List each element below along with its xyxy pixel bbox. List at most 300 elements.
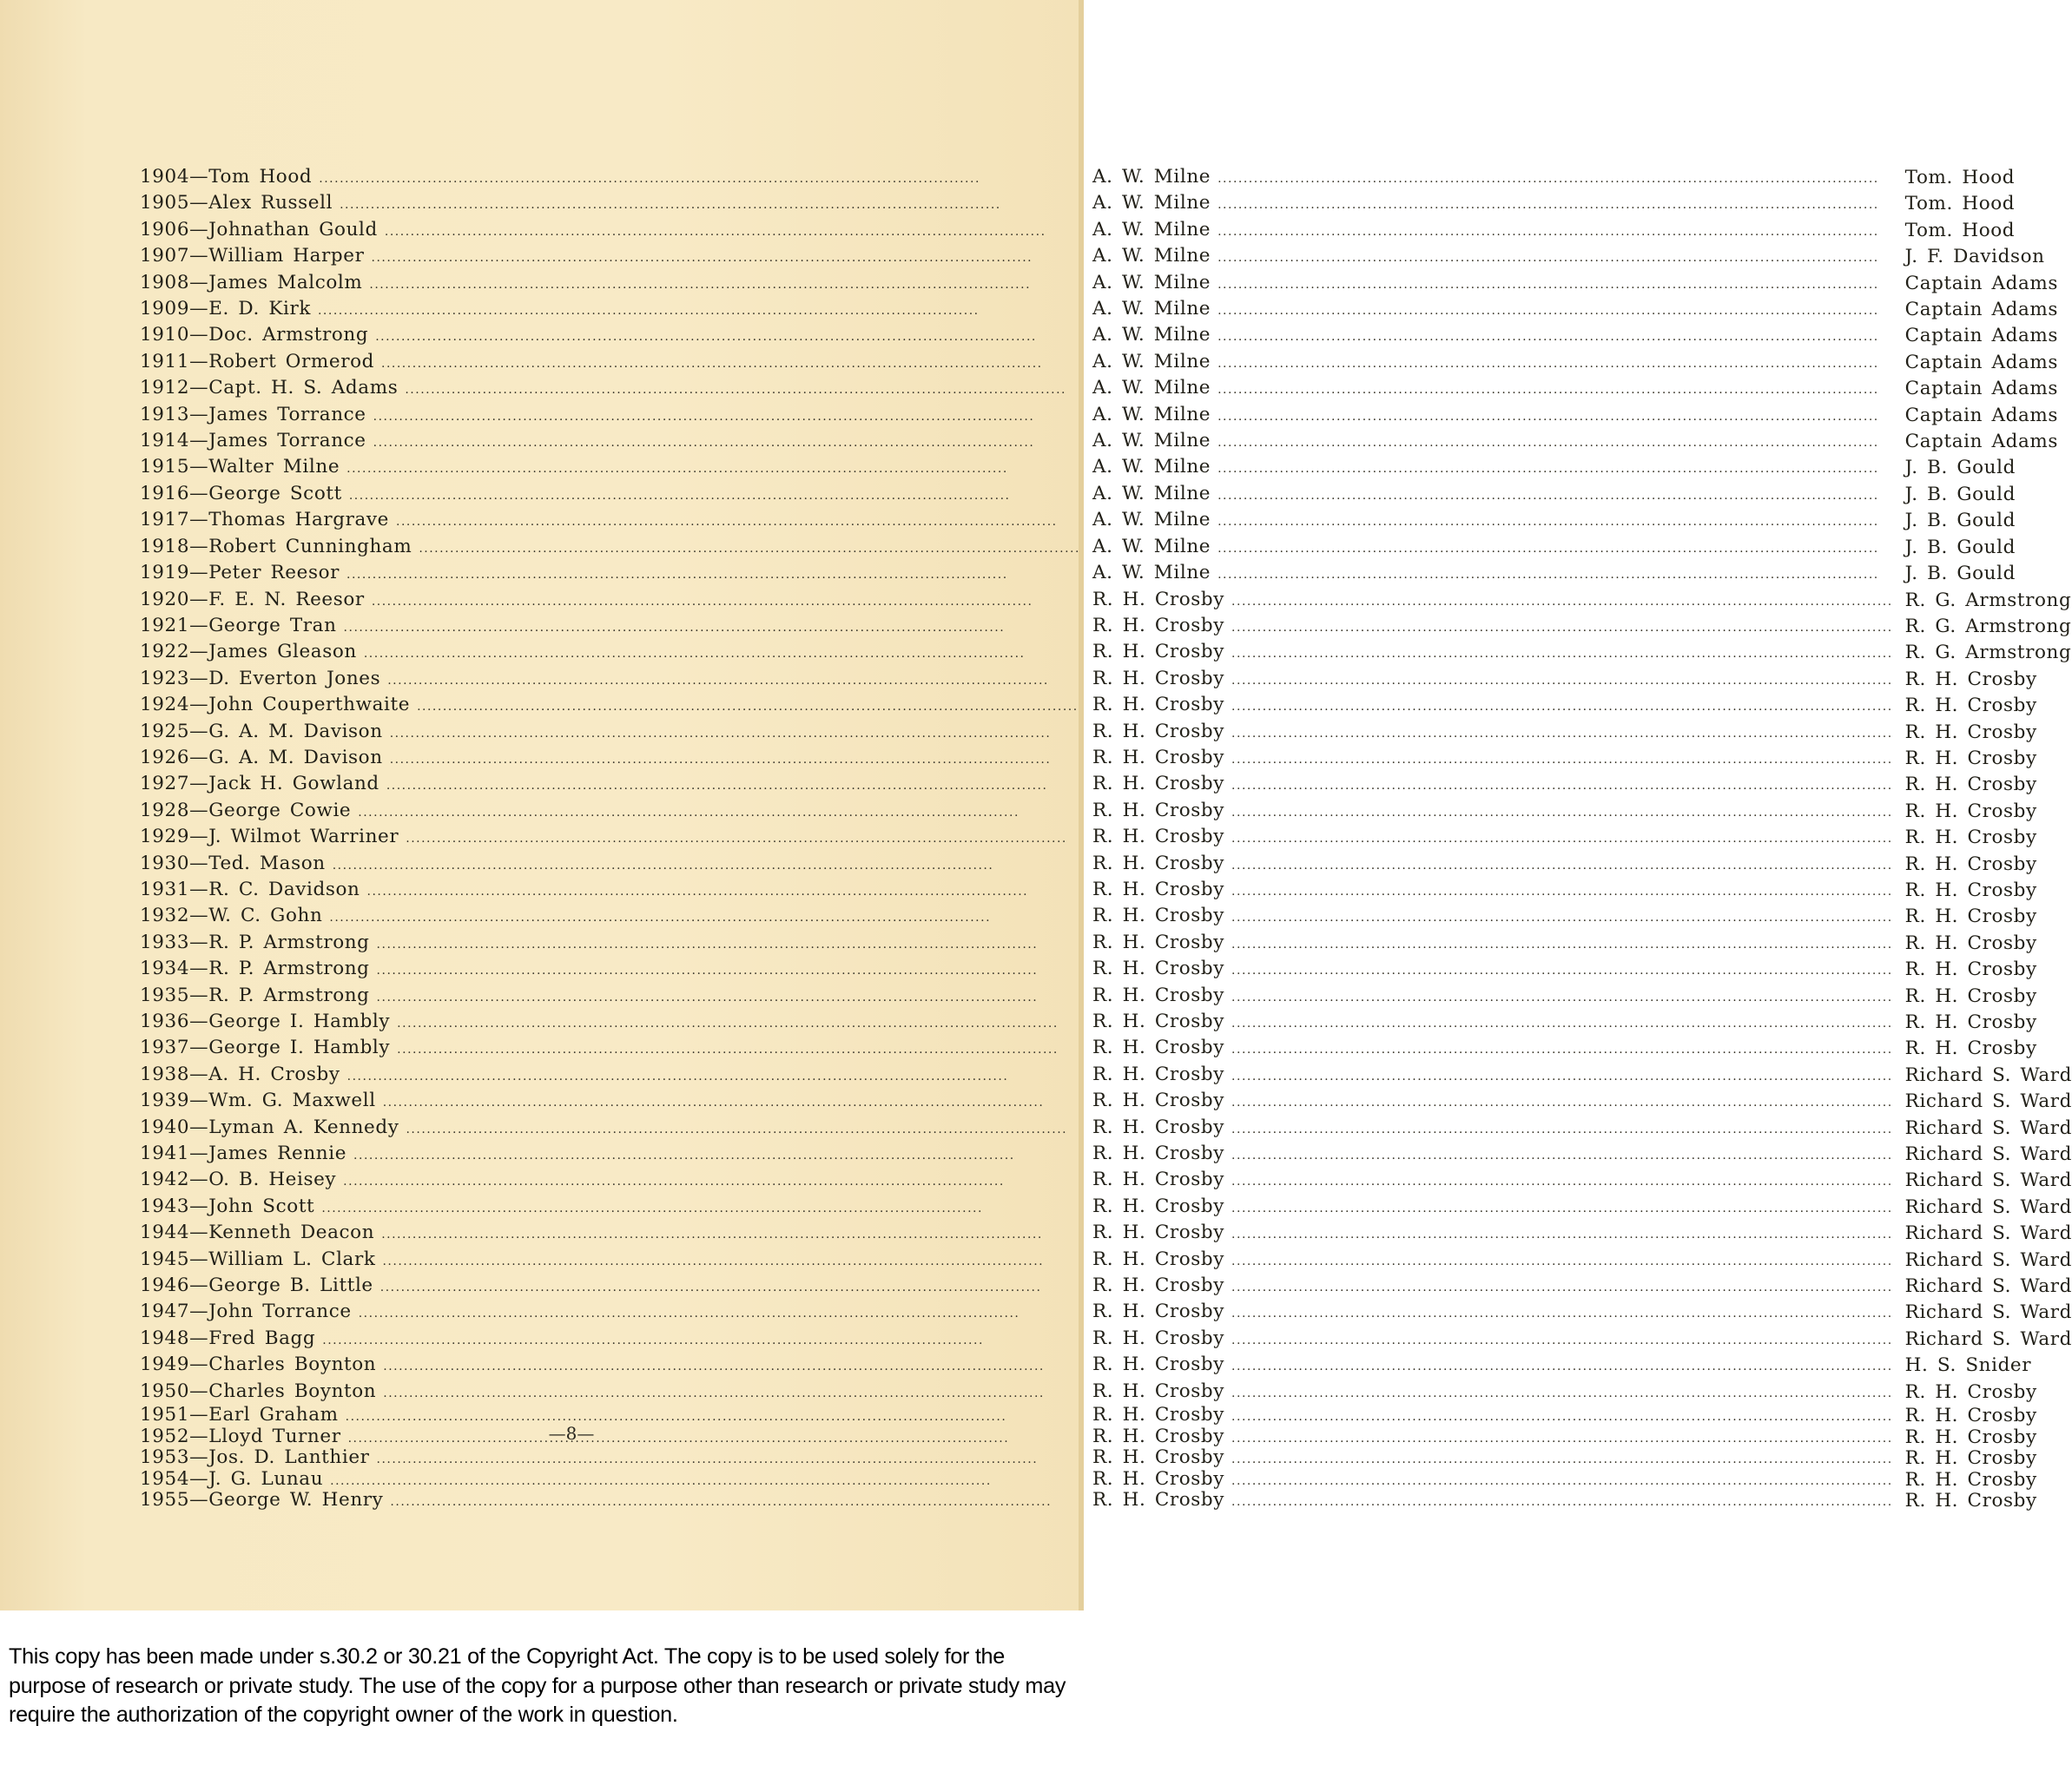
- year-name-text: 1922—James Gleason: [140, 641, 357, 663]
- dot-leader: [1231, 695, 1893, 719]
- second-name-text: A. W. Milne: [1092, 166, 1211, 188]
- leader-wrapper: [140, 772, 1092, 798]
- year-name-cell: [140, 667, 1092, 693]
- third-name-cell: Tom. Hood: [1904, 167, 2016, 188]
- second-name-cell: [1092, 772, 1905, 798]
- year-name-cell: [140, 508, 1092, 534]
- table-row: [140, 244, 2072, 270]
- second-name-text: R. H. Crosby: [1092, 641, 1225, 663]
- leader-wrapper: [1092, 1353, 1905, 1379]
- dot-leader: [373, 405, 1080, 429]
- second-name-text: R. H. Crosby: [1092, 984, 1225, 1006]
- second-name-cell: [1092, 1195, 1905, 1221]
- second-name-text: R. H. Crosby: [1092, 1222, 1225, 1244]
- third-name-cell: R. H. Crosby: [1904, 1490, 2037, 1512]
- leader-wrapper: [140, 667, 1092, 693]
- leader-wrapper: [140, 561, 1092, 587]
- dot-leader: [1217, 484, 1893, 508]
- third-name-cell: R. H. Crosby: [1904, 985, 2037, 1007]
- dot-leader: [1231, 1472, 1893, 1492]
- leader-wrapper: [1092, 1168, 1905, 1194]
- dot-leader: [417, 695, 1080, 719]
- table-row: [140, 799, 2072, 825]
- dot-leader: [358, 800, 1080, 825]
- second-name-cell: [1092, 1327, 1905, 1353]
- dot-leader: [343, 1169, 1080, 1194]
- table-row: [140, 1300, 2072, 1326]
- year-name-cell: [140, 1142, 1092, 1168]
- year-name-text: 1955—George W. Henry: [140, 1489, 384, 1512]
- second-name-cell: [1092, 1116, 1905, 1142]
- third-name-cell: Tom. Hood: [1904, 193, 2016, 215]
- leader-wrapper: [1092, 746, 1905, 772]
- second-name-cell: [1092, 640, 1905, 666]
- leader-wrapper: [140, 191, 1092, 217]
- second-name-cell: [1092, 720, 1905, 746]
- second-name-cell: [1092, 984, 1905, 1010]
- dot-leader: [330, 1472, 1080, 1492]
- second-name-text: R. H. Crosby: [1092, 614, 1225, 636]
- year-name-cell: [140, 376, 1092, 402]
- second-name-cell: [1092, 904, 1905, 930]
- dot-leader: [1231, 774, 1893, 798]
- second-name-text: R. H. Crosby: [1092, 1467, 1225, 1490]
- leader-wrapper: [1092, 772, 1905, 798]
- year-name-cell: [140, 931, 1092, 957]
- leader-wrapper: [140, 271, 1092, 297]
- year-name-cell: [140, 1063, 1092, 1089]
- leader-wrapper: [1092, 1142, 1905, 1168]
- leader-wrapper: [1092, 271, 1905, 297]
- year-name-cell: [140, 1116, 1092, 1142]
- leader-wrapper: [140, 1142, 1092, 1168]
- dot-leader: [1231, 669, 1893, 693]
- leader-wrapper: [1092, 1195, 1905, 1221]
- leader-wrapper: [140, 1116, 1092, 1142]
- table-row: [140, 1353, 2072, 1379]
- second-name-text: R. H. Crosby: [1092, 694, 1225, 716]
- leader-wrapper: [140, 1036, 1092, 1062]
- leader-wrapper: [140, 455, 1092, 481]
- leader-wrapper: [1092, 799, 1905, 825]
- leader-wrapper: [140, 1063, 1092, 1089]
- dot-leader: [1231, 906, 1893, 930]
- year-name-cell: [140, 1353, 1092, 1379]
- dot-leader: [359, 1301, 1080, 1326]
- dot-leader: [396, 510, 1080, 534]
- year-name-text: 1952—Lloyd Turner: [140, 1425, 341, 1447]
- year-name-cell: [140, 1327, 1092, 1353]
- second-name-cell: [1092, 271, 1905, 297]
- dot-leader: [1217, 352, 1893, 376]
- leader-wrapper: [1092, 878, 1905, 904]
- second-name-cell: [1092, 165, 1905, 191]
- dot-leader: [406, 827, 1080, 851]
- third-name-cell: Richard S. Ward: [1904, 1090, 2072, 1113]
- year-name-cell: [140, 482, 1092, 508]
- second-name-cell: [1092, 1168, 1905, 1194]
- second-name-cell: [1092, 667, 1905, 693]
- dot-leader: [1231, 1381, 1893, 1406]
- second-name-cell: [1092, 799, 1905, 825]
- year-name-text: 1913—James Torrance: [140, 403, 366, 425]
- table-row: [140, 588, 2072, 614]
- leader-wrapper: [1092, 508, 1905, 534]
- year-name-text: 1924—John Couperthwaite: [140, 694, 411, 716]
- leader-wrapper: [1092, 720, 1905, 746]
- third-name-cell: R. H. Crosby: [1904, 879, 2037, 901]
- table-row: [140, 271, 2072, 297]
- dot-leader: [1231, 1328, 1893, 1353]
- second-name-text: R. H. Crosby: [1092, 852, 1225, 874]
- table-row: [140, 1142, 2072, 1168]
- table-row: [140, 561, 2072, 587]
- year-name-cell: [140, 271, 1092, 297]
- dot-leader: [1231, 879, 1893, 904]
- table-row: [140, 1491, 2072, 1512]
- dot-leader: [377, 958, 1080, 983]
- table-row: [140, 1195, 2072, 1221]
- leader-wrapper: [1092, 1116, 1905, 1142]
- second-name-cell: [1092, 350, 1905, 376]
- second-name-cell: [1092, 878, 1905, 904]
- dot-leader: [329, 906, 1080, 930]
- second-name-text: R. H. Crosby: [1092, 799, 1225, 821]
- dot-leader: [375, 325, 1080, 349]
- dot-leader: [1231, 1354, 1893, 1379]
- third-name-cell: R. H. Crosby: [1904, 958, 2037, 981]
- dot-leader: [364, 642, 1080, 666]
- dot-leader: [1231, 590, 1893, 614]
- dot-leader: [333, 853, 1080, 878]
- year-name-cell: [140, 350, 1092, 376]
- leader-wrapper: [140, 1168, 1092, 1194]
- year-name-text: 1950—Charles Boynton: [140, 1380, 377, 1402]
- third-name-cell: R. H. Crosby: [1904, 747, 2037, 769]
- leader-wrapper: [140, 614, 1092, 640]
- second-name-text: R. H. Crosby: [1092, 746, 1225, 768]
- dot-leader: [381, 1222, 1080, 1247]
- table-row: [140, 878, 2072, 904]
- dot-leader: [1231, 1196, 1893, 1221]
- year-name-text: 1942—O. B. Heisey: [140, 1169, 337, 1191]
- dot-leader: [1231, 748, 1893, 772]
- second-name-text: A. W. Milne: [1092, 298, 1211, 320]
- leader-wrapper: [1092, 693, 1905, 719]
- leader-wrapper: [140, 931, 1092, 957]
- third-name-cell: Richard S. Ward: [1904, 1248, 2072, 1271]
- year-name-cell: [140, 1010, 1092, 1036]
- third-name-cell: H. S. Snider: [1904, 1354, 2032, 1377]
- year-name-text: 1939—Wm. G. Maxwell: [140, 1090, 376, 1112]
- leader-wrapper: [1092, 1467, 1905, 1492]
- year-name-cell: [140, 1195, 1092, 1221]
- year-name-text: 1907—William Harper: [140, 245, 365, 267]
- year-name-cell: [140, 904, 1092, 930]
- second-name-text: R. H. Crosby: [1092, 1327, 1225, 1349]
- second-name-cell: [1092, 561, 1905, 587]
- leader-wrapper: [140, 1406, 1092, 1427]
- leader-wrapper: [140, 693, 1092, 719]
- leader-wrapper: [140, 535, 1092, 561]
- year-name-text: 1917—Thomas Hargrave: [140, 509, 389, 531]
- leader-wrapper: [140, 1491, 1092, 1512]
- year-name-cell: [140, 1427, 1092, 1449]
- third-name-cell: J. B. Gould: [1904, 563, 2016, 585]
- leader-wrapper: [140, 350, 1092, 376]
- third-name-cell: R. G. Armstrong: [1904, 615, 2072, 637]
- table-row: [140, 1427, 2072, 1449]
- dot-leader: [1217, 431, 1893, 455]
- dot-leader: [405, 378, 1080, 402]
- dot-leader: [372, 246, 1080, 270]
- table-row: [140, 323, 2072, 349]
- second-name-cell: [1092, 1248, 1905, 1274]
- year-name-cell: [140, 1248, 1092, 1274]
- leader-wrapper: [1092, 984, 1905, 1010]
- second-name-text: A. W. Milne: [1092, 271, 1211, 293]
- dot-leader: [1231, 721, 1893, 746]
- dot-leader: [322, 1328, 1080, 1353]
- second-name-text: A. W. Milne: [1092, 245, 1211, 267]
- leader-wrapper: [140, 1380, 1092, 1406]
- year-name-text: 1932—W. C. Gohn: [140, 905, 323, 927]
- year-name-cell: [140, 693, 1092, 719]
- table-row: [140, 1116, 2072, 1142]
- dot-leader: [348, 1429, 1080, 1449]
- leader-wrapper: [1092, 1063, 1905, 1089]
- year-name-cell: [140, 244, 1092, 270]
- year-name-text: 1912—Capt. H. S. Adams: [140, 377, 399, 399]
- leader-wrapper: [1092, 1406, 1905, 1427]
- year-name-text: 1919—Peter Reesor: [140, 562, 340, 584]
- dot-leader: [372, 590, 1080, 614]
- year-name-cell: [140, 1491, 1092, 1512]
- dot-leader: [1231, 1407, 1893, 1427]
- leader-wrapper: [140, 244, 1092, 270]
- year-name-text: 1935—R. P. Armstrong: [140, 984, 370, 1006]
- leader-wrapper: [1092, 191, 1905, 217]
- dot-leader: [1231, 985, 1893, 1010]
- second-name-cell: [1092, 535, 1905, 561]
- second-name-cell: [1092, 614, 1905, 640]
- second-name-cell: [1092, 191, 1905, 217]
- third-name-cell: R. H. Crosby: [1904, 932, 2037, 954]
- year-name-text: 1941—James Rennie: [140, 1143, 347, 1165]
- leader-wrapper: [1092, 165, 1905, 191]
- leader-wrapper: [140, 1089, 1092, 1115]
- dot-leader: [319, 167, 1080, 191]
- dot-leader: [369, 273, 1080, 297]
- dot-leader: [1217, 405, 1893, 429]
- table-row: [140, 1470, 2072, 1492]
- third-name-cell: R. H. Crosby: [1904, 853, 2037, 875]
- leader-wrapper: [140, 218, 1092, 244]
- dot-leader: [1231, 958, 1893, 983]
- second-name-cell: [1092, 455, 1905, 481]
- year-name-text: 1937—George I. Hambly: [140, 1037, 391, 1059]
- third-name-cell: Captain Adams: [1904, 299, 2059, 321]
- second-name-text: R. H. Crosby: [1092, 1169, 1225, 1191]
- leader-wrapper: [1092, 244, 1905, 270]
- year-name-cell: [140, 1380, 1092, 1406]
- leader-wrapper: [1092, 535, 1905, 561]
- second-name-cell: [1092, 825, 1905, 851]
- table-row: [140, 825, 2072, 851]
- second-name-text: R. H. Crosby: [1092, 1489, 1225, 1512]
- leader-wrapper: [140, 1427, 1092, 1449]
- table-row: [140, 297, 2072, 323]
- leader-wrapper: [1092, 1036, 1905, 1062]
- leader-wrapper: [140, 640, 1092, 666]
- second-name-text: R. H. Crosby: [1092, 931, 1225, 953]
- year-name-text: 1916—George Scott: [140, 482, 342, 504]
- second-name-cell: [1092, 1448, 1905, 1470]
- year-name-text: 1921—George Tran: [140, 614, 337, 636]
- third-name-cell: R. H. Crosby: [1904, 800, 2037, 822]
- year-name-text: 1933—R. P. Armstrong: [140, 931, 370, 953]
- leader-wrapper: [140, 825, 1092, 851]
- table-row: [140, 1221, 2072, 1247]
- table-row: [140, 350, 2072, 376]
- third-name-cell: R. H. Crosby: [1904, 1426, 2037, 1448]
- second-name-text: A. W. Milne: [1092, 509, 1211, 531]
- table-row: [140, 1089, 2072, 1115]
- dot-leader: [387, 669, 1080, 693]
- second-name-text: A. W. Milne: [1092, 403, 1211, 425]
- year-name-cell: [140, 191, 1092, 217]
- table-row: [140, 667, 2072, 693]
- dot-leader: [1217, 167, 1893, 191]
- dot-leader: [349, 484, 1080, 508]
- table-row: [140, 376, 2072, 402]
- dot-leader: [1231, 827, 1893, 851]
- year-name-text: 1938—A. H. Crosby: [140, 1063, 340, 1085]
- second-name-cell: [1092, 1491, 1905, 1512]
- year-name-cell: [140, 957, 1092, 983]
- leader-wrapper: [1092, 1010, 1905, 1036]
- third-name-cell: Captain Adams: [1904, 325, 2059, 347]
- table-row: [140, 772, 2072, 798]
- second-name-text: R. H. Crosby: [1092, 1011, 1225, 1032]
- leader-wrapper: [140, 1467, 1092, 1492]
- year-name-text: 1953—Jos. D. Lanthier: [140, 1446, 370, 1469]
- leader-wrapper: [140, 852, 1092, 878]
- dot-leader: [347, 1064, 1080, 1089]
- year-name-cell: [140, 720, 1092, 746]
- second-name-cell: [1092, 1063, 1905, 1089]
- third-name-cell: Richard S. Ward: [1904, 1275, 2072, 1298]
- leader-wrapper: [140, 376, 1092, 402]
- year-name-cell: [140, 1221, 1092, 1247]
- leader-wrapper: [140, 1448, 1092, 1470]
- second-name-text: A. W. Milne: [1092, 377, 1211, 399]
- second-name-text: A. W. Milne: [1092, 562, 1211, 584]
- leader-wrapper: [1092, 1300, 1905, 1326]
- table-row: [140, 1036, 2072, 1062]
- dot-leader: [373, 431, 1080, 455]
- third-name-cell: R. H. Crosby: [1904, 1405, 2037, 1427]
- dot-leader: [340, 193, 1080, 217]
- second-name-cell: [1092, 323, 1905, 349]
- year-name-text: 1915—Walter Milne: [140, 456, 340, 478]
- third-name-cell: R. H. Crosby: [1904, 1037, 2037, 1060]
- year-name-cell: [140, 852, 1092, 878]
- dot-leader: [1231, 616, 1893, 640]
- leader-wrapper: [1092, 1221, 1905, 1247]
- dot-leader: [1217, 563, 1893, 587]
- third-name-cell: J. B. Gould: [1904, 510, 2016, 532]
- leader-wrapper: [1092, 1380, 1905, 1406]
- dot-leader: [367, 879, 1080, 904]
- year-name-cell: [140, 878, 1092, 904]
- year-name-cell: [140, 1448, 1092, 1470]
- third-name-cell: R. H. Crosby: [1904, 1468, 2037, 1491]
- year-name-text: 1927—Jack H. Gowland: [140, 773, 379, 795]
- second-name-text: R. H. Crosby: [1092, 667, 1225, 689]
- dot-leader: [1231, 642, 1893, 666]
- year-name-cell: [140, 455, 1092, 481]
- dot-leader: [377, 932, 1080, 957]
- leader-wrapper: [1092, 455, 1905, 481]
- dot-leader: [321, 1196, 1080, 1221]
- year-name-text: 1911—Robert Ormerod: [140, 350, 374, 372]
- leader-wrapper: [1092, 640, 1905, 666]
- leader-wrapper: [140, 799, 1092, 825]
- leader-wrapper: [140, 482, 1092, 508]
- dot-leader: [397, 1037, 1080, 1062]
- dot-leader: [377, 1450, 1080, 1470]
- third-name-cell: Captain Adams: [1904, 378, 2059, 400]
- second-name-text: A. W. Milne: [1092, 456, 1211, 478]
- dot-leader: [380, 1275, 1080, 1300]
- dot-leader: [1217, 220, 1893, 244]
- leader-wrapper: [1092, 588, 1905, 614]
- third-name-cell: Richard S. Ward: [1904, 1064, 2072, 1086]
- table-row: [140, 852, 2072, 878]
- leader-wrapper: [140, 904, 1092, 930]
- second-name-text: R. H. Crosby: [1092, 1116, 1225, 1138]
- leader-wrapper: [1092, 825, 1905, 851]
- dot-leader: [318, 299, 1080, 323]
- second-name-text: R. H. Crosby: [1092, 1404, 1225, 1426]
- dot-leader: [346, 1407, 1080, 1427]
- dot-leader: [382, 1249, 1079, 1274]
- table-row: [140, 746, 2072, 772]
- second-name-text: R. H. Crosby: [1092, 773, 1225, 795]
- dot-leader: [1231, 1450, 1893, 1470]
- leader-wrapper: [140, 1248, 1092, 1274]
- leader-wrapper: [1092, 1274, 1905, 1300]
- third-name-cell: R. H. Crosby: [1904, 1380, 2037, 1403]
- second-name-cell: [1092, 1221, 1905, 1247]
- third-name-cell: R. G. Armstrong: [1904, 589, 2072, 611]
- leader-wrapper: [1092, 852, 1905, 878]
- year-name-text: 1931—R. C. Davidson: [140, 878, 360, 900]
- year-name-cell: [140, 772, 1092, 798]
- second-name-text: R. H. Crosby: [1092, 878, 1225, 900]
- third-name-cell: R. G. Armstrong: [1904, 642, 2072, 664]
- second-name-cell: [1092, 1380, 1905, 1406]
- second-name-text: R. H. Crosby: [1092, 1195, 1225, 1217]
- year-name-cell: [140, 614, 1092, 640]
- third-name-cell: Tom. Hood: [1904, 219, 2016, 241]
- records-body: [140, 165, 2072, 1512]
- year-name-cell: [140, 403, 1092, 429]
- year-name-text: 1928—George Cowie: [140, 799, 352, 821]
- leader-wrapper: [1092, 297, 1905, 323]
- second-name-cell: [1092, 1427, 1905, 1449]
